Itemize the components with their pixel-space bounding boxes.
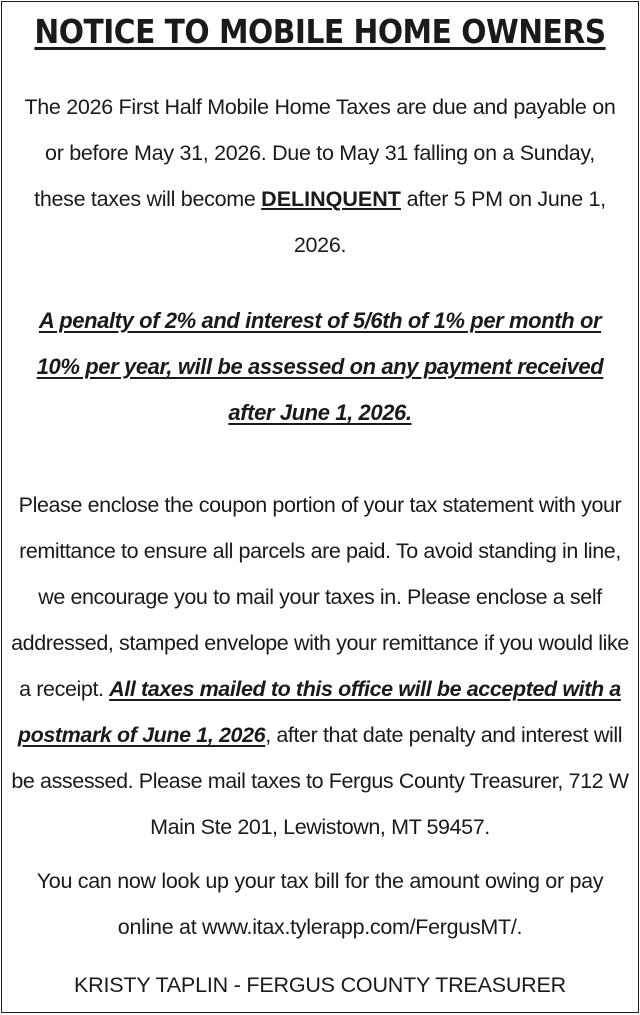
- online-lookup-paragraph: You can now look up your tax bill for the amount owing or pay online at www.itax.tylerapp.com/FergusMT/.: [36, 869, 604, 939]
- payment-instructions-paragraph: [11, 482, 629, 850]
- instructions-text-end: , after that date penalty and interest will be assessed. Please mail taxes to Fergus County Treasurer, 712 W Main Ste 201, Lewistown, MT 59457.: [11, 723, 629, 839]
- postmark-emphasis: All taxes mailed to this office will be accepted with a postmark of June 1, 2026: [17, 677, 621, 747]
- due-date-paragraph: [20, 84, 620, 268]
- due-date-text-end: after 5 PM on June 1, 2026.: [293, 187, 606, 257]
- notice-panel: [1, 1, 639, 1013]
- delinquent-emphasis: DELINQUENT: [261, 187, 401, 211]
- notice-title: NOTICE TO MOBILE HOME OWNERS: [34, 12, 606, 51]
- due-date-text: The 2026 First Half Mobile Home Taxes are due and payable on or before May 31, 2026. Due to May 31 falling on a Sunday, these taxes will become: [24, 95, 616, 211]
- treasurer-signature: KRISTY TAPLIN - FERGUS COUNTY TREASURER: [74, 973, 566, 997]
- instructions-text: Please enclose the coupon portion of your tax statement with your remittance to ensure all parcels are paid. To avoid standing in line, we encourage you to mail your taxes in. Please enclose a self addressed, stamped envelope with your remittance if you would like a receipt.: [11, 493, 629, 701]
- penalty-paragraph: A penalty of 2% and interest of 5/6th of 1% per month or 10% per year, will be assessed on any payment received after June 1, 2026.: [36, 308, 604, 425]
